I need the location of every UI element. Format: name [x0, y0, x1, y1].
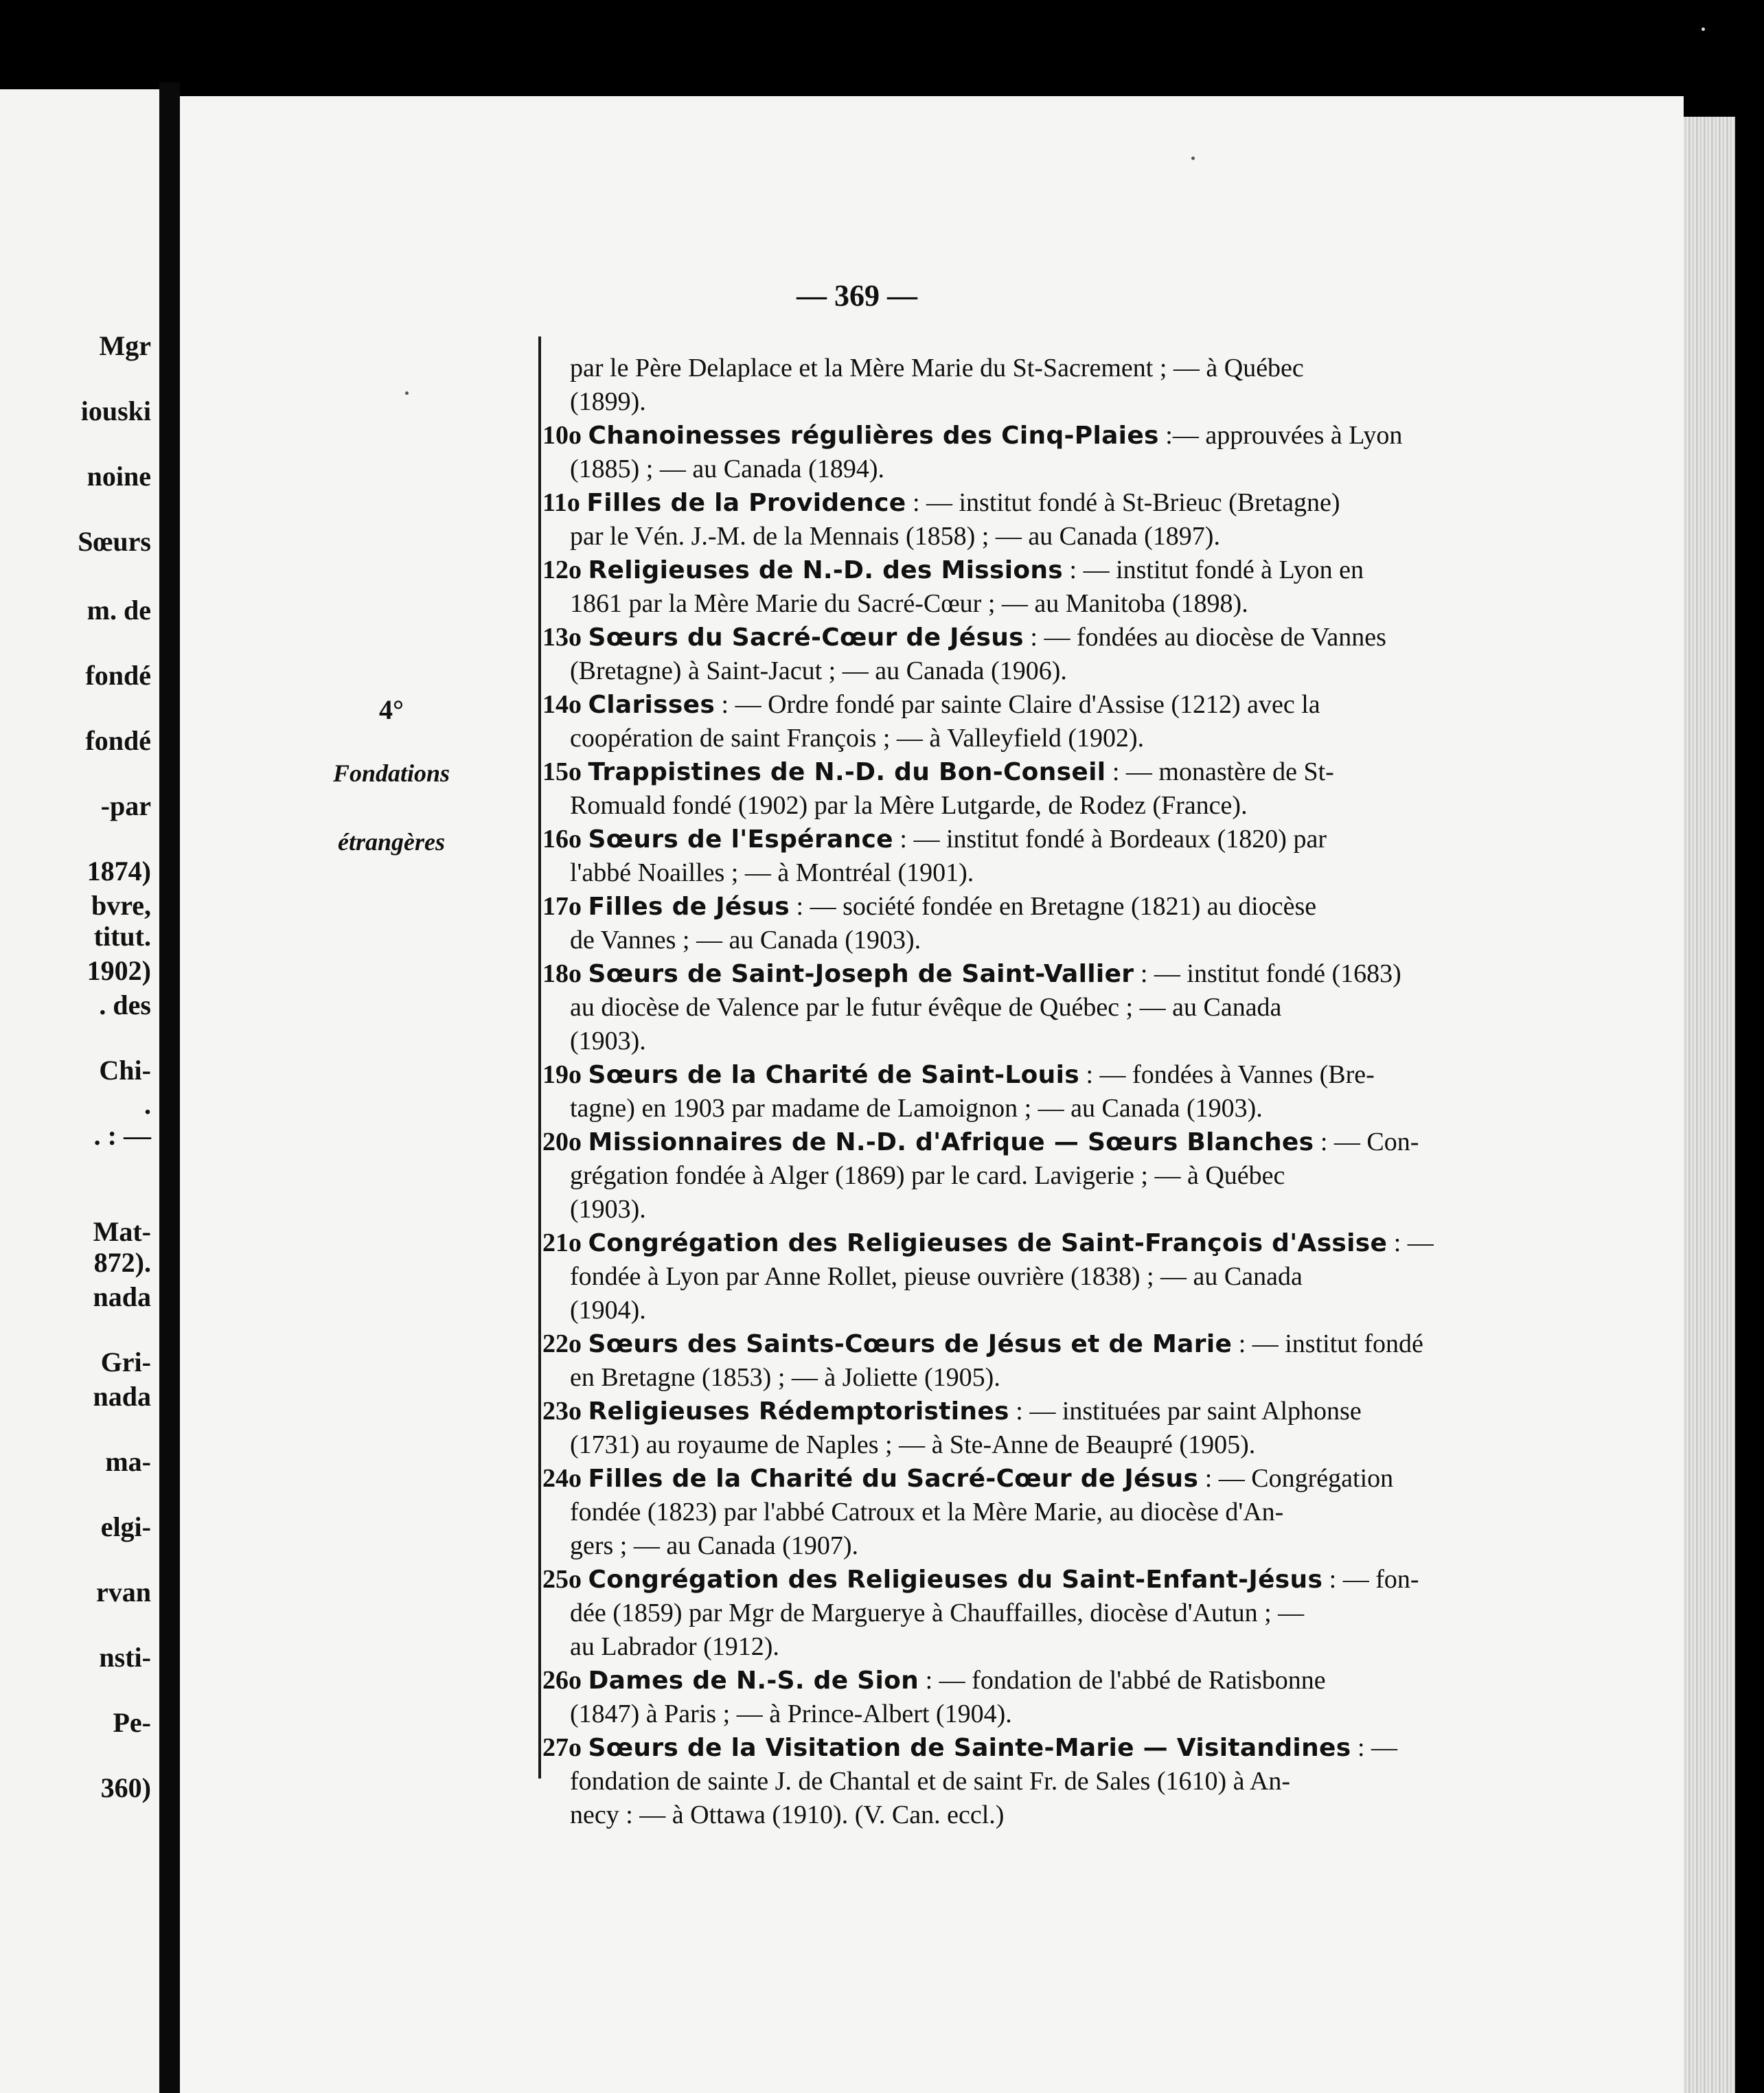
- section-brace: [538, 336, 541, 1779]
- entry-continuation: (Bretagne) à Saint-Jacut ; — au Canada (1906).: [570, 656, 1067, 685]
- entry-continuation: par le Vén. J.-M. de la Mennais (1858) ; — au Canada (1897).: [570, 522, 1220, 551]
- section-number: 4°: [379, 694, 404, 725]
- left-margin-fragment: Mat-: [93, 1216, 151, 1247]
- book-spine: [159, 82, 180, 2093]
- entries-list: [542, 352, 1466, 1832]
- entry-continuation: (1885) ; — au Canada (1894).: [570, 455, 884, 483]
- entry-text: : — Congrégation: [1198, 1464, 1394, 1493]
- entry-first-line: [542, 419, 1466, 453]
- entry-heading: Religieuses de N.-D. des Missions: [588, 556, 1064, 584]
- left-margin-fragment: nsti-: [99, 1642, 151, 1673]
- entry-text: : —: [1387, 1228, 1434, 1257]
- entry-heading: Filles de la Charité du Sacré-Cœur de Jésus: [588, 1465, 1199, 1493]
- entry-first-line: [542, 1395, 1466, 1428]
- entry-continuation: tagne) en 1903 par madame de Lamoignon ; — au Canada (1903).: [570, 1094, 1263, 1123]
- left-margin-fragment: -par: [100, 790, 151, 821]
- entry-continuation: (1847) à Paris ; — à Prince-Albert (1904).: [570, 1700, 1012, 1728]
- entry: [542, 823, 1466, 890]
- entry-container: [542, 419, 1466, 1832]
- left-margin-fragment: Sœurs: [78, 526, 151, 557]
- continued-line: (1899).: [570, 387, 646, 416]
- entry-text: : — fondées au diocèse de Vannes: [1023, 623, 1386, 652]
- entry-first-line: [542, 1327, 1466, 1361]
- entry-continuation: grégation fondée à Alger (1869) par le card. Lavigerie ; — à Québec: [570, 1161, 1285, 1190]
- entry: [542, 688, 1466, 755]
- left-margin-fragment: m. de: [87, 595, 151, 626]
- entry-heading: Sœurs de la Visitation de Sainte-Marie — Visitandines: [588, 1734, 1351, 1762]
- entry-heading: Filles de Jésus: [588, 893, 790, 921]
- entry-first-line: [542, 823, 1466, 856]
- entry-heading: Filles de la Providence: [586, 489, 906, 517]
- entry-text: : — fon-: [1322, 1565, 1419, 1594]
- left-margin-fragment: . des: [99, 990, 151, 1020]
- entry-first-line: [542, 890, 1466, 924]
- entry-number: 17o: [542, 892, 582, 921]
- entry-heading: Congrégation des Religieuses du Saint-Enfant-Jésus: [588, 1566, 1323, 1594]
- section-heading-line2: étrangères: [338, 828, 445, 856]
- entry: [542, 890, 1466, 957]
- entry-heading: Dames de N.-S. de Sion: [588, 1667, 919, 1695]
- entry-text: : — Ordre fondé par sainte Claire d'Assise (1212) avec la: [715, 690, 1320, 719]
- entry-first-line: [542, 1731, 1466, 1765]
- entry-heading: Religieuses Rédemptoristines: [588, 1397, 1009, 1426]
- entry-text: : — institut fondé: [1232, 1329, 1423, 1358]
- entry: [542, 1563, 1466, 1664]
- entry-number: 10o: [542, 421, 582, 450]
- entry: [542, 1058, 1466, 1125]
- entry-text: : — société fondée en Bretagne (1821) au diocèse: [790, 892, 1317, 921]
- speck: [405, 391, 409, 395]
- entry-heading: Clarisses: [588, 691, 715, 719]
- entry-text: : — institut fondé à St-Brieuc (Bretagne): [906, 488, 1340, 517]
- entry-continuation: l'abbé Noailles ; — à Montréal (1901).: [570, 858, 974, 887]
- entry-continuation: (1903).: [570, 1195, 646, 1224]
- left-margin-fragment: titut.: [93, 921, 151, 952]
- left-margin-fragment: fondé: [85, 660, 151, 691]
- entry-continuation: de Vannes ; — au Canada (1903).: [570, 926, 921, 954]
- left-margin-fragment: 360): [100, 1772, 151, 1803]
- entry-number: 24o: [542, 1464, 582, 1493]
- left-margin-fragment: ma-: [105, 1446, 151, 1477]
- entry-first-line: [542, 621, 1466, 654]
- entry-continuation: (1903).: [570, 1027, 646, 1055]
- page-edge: [1684, 117, 1735, 2093]
- entry-first-line: [542, 957, 1466, 991]
- entry-heading: Sœurs de Saint-Joseph de Saint-Vallier: [588, 960, 1134, 988]
- speck: [1702, 27, 1705, 31]
- left-margin-fragment: iouski: [80, 396, 151, 426]
- entry-number: 16o: [542, 825, 582, 854]
- entry-continuation: Romuald fondé (1902) par la Mère Lutgarde, de Rodez (France).: [570, 791, 1248, 820]
- entry-number: 26o: [542, 1666, 582, 1695]
- entry-continuation: necy : — à Ottawa (1910). (V. Can. eccl.): [570, 1800, 1005, 1829]
- left-margin-fragment: Mgr: [99, 330, 151, 361]
- entry: [542, 1125, 1466, 1226]
- entry-continuation: fondée (1823) par l'abbé Catroux et la Mère Marie, au diocèse d'An-: [570, 1498, 1284, 1526]
- entry-heading: Chanoinesses régulières des Cinq-Plaies: [588, 422, 1159, 450]
- entry: [542, 1327, 1466, 1395]
- entry-number: 27o: [542, 1733, 582, 1762]
- left-margin-fragment: Gri-: [100, 1347, 151, 1377]
- entry-text: : — monastère de St-: [1106, 757, 1334, 786]
- left-margin-fragment: nada: [93, 1381, 151, 1412]
- entry: [542, 1226, 1466, 1327]
- left-margin-fragment: rvan: [96, 1577, 151, 1608]
- entry-heading: Sœurs du Sacré-Cœur de Jésus: [588, 624, 1024, 652]
- entry-heading: Trappistines de N.-D. du Bon-Conseil: [588, 758, 1106, 786]
- entry-text: : — institut fondé à Bordeaux (1820) par: [893, 825, 1327, 854]
- entry-first-line: [542, 755, 1466, 789]
- entry-number: 12o: [542, 556, 582, 584]
- entry-continuation: coopération de saint François ; — à Valleyfield (1902).: [570, 724, 1145, 753]
- entry-number: 13o: [542, 623, 582, 652]
- entry-first-line: [542, 688, 1466, 722]
- entry-first-line: [542, 1462, 1466, 1496]
- entry-heading: Sœurs de l'Espérance: [588, 825, 893, 854]
- entry-text: : — institut fondé (1683): [1134, 959, 1401, 988]
- left-margin-fragment: bvre,: [91, 890, 151, 921]
- entry-number: 14o: [542, 690, 582, 719]
- entry-continuation: 1861 par la Mère Marie du Sacré-Cœur ; — au Manitoba (1898).: [570, 589, 1248, 618]
- entry: [542, 755, 1466, 823]
- entry-number: 15o: [542, 757, 582, 786]
- entry-text: : — fondation de l'abbé de Ratisbonne: [919, 1666, 1326, 1695]
- entry: [542, 1462, 1466, 1563]
- entry-heading: Sœurs de la Charité de Saint-Louis: [588, 1061, 1079, 1089]
- entry-text: : — institut fondé à Lyon en: [1063, 556, 1364, 584]
- entry-number: 18o: [542, 959, 582, 988]
- entry-heading: Sœurs des Saints-Cœurs de Jésus et de Marie: [588, 1330, 1233, 1358]
- entry-heading: Congrégation des Religieuses de Saint-François d'Assise: [588, 1229, 1388, 1257]
- continued-line: par le Père Delaplace et la Mère Marie du St-Sacrement ; — à Québec: [570, 354, 1304, 382]
- entry-number: 11o: [542, 488, 580, 517]
- entry-first-line: [542, 1125, 1466, 1159]
- entry: [542, 1731, 1466, 1832]
- entry: [542, 553, 1466, 621]
- entry-continuation: au Labrador (1912).: [570, 1632, 779, 1661]
- left-margin-fragment: Pe-: [113, 1707, 151, 1738]
- entry-continuation: au diocèse de Valence par le futur évêque de Québec ; — au Canada: [570, 993, 1282, 1022]
- entry-continuation: dée (1859) par Mgr de Marguerye à Chauffailles, diocèse d'Autun ; —: [570, 1599, 1305, 1627]
- entry-first-line: [542, 486, 1466, 520]
- left-margin-fragment: 1902): [87, 955, 151, 986]
- entry-continuation: fondation de sainte J. de Chantal et de saint Fr. de Sales (1610) à An-: [570, 1767, 1290, 1796]
- entry-text: : —: [1351, 1733, 1398, 1762]
- entry-continuation: (1904).: [570, 1296, 646, 1325]
- entry-number: 23o: [542, 1397, 582, 1426]
- entry: [542, 621, 1466, 688]
- left-page: [0, 89, 159, 2093]
- left-margin-fragment: Chi-: [99, 1055, 151, 1086]
- entry-number: 22o: [542, 1329, 582, 1358]
- entry: [542, 1664, 1466, 1731]
- entry: [542, 486, 1466, 553]
- entry-first-line: [542, 553, 1466, 587]
- entry: [542, 1395, 1466, 1462]
- left-margin-fragment: .: [144, 1089, 151, 1120]
- left-margin-fragment: . : —: [93, 1120, 151, 1151]
- entry-continuation: fondée à Lyon par Anne Rollet, pieuse ouvrière (1838) ; — au Canada: [570, 1262, 1303, 1291]
- entry-continuation: (1731) au royaume de Naples ; — à Ste-Anne de Beaupré (1905).: [570, 1430, 1256, 1459]
- speck: [1191, 157, 1195, 160]
- entry-number: 25o: [542, 1565, 582, 1594]
- entry-continuation: en Bretagne (1853) ; — à Joliette (1905).: [570, 1363, 1000, 1392]
- entry-number: 20o: [542, 1128, 582, 1156]
- left-margin-fragment: fondé: [85, 725, 151, 756]
- left-margin-fragment: 1874): [87, 856, 151, 887]
- entry-first-line: [542, 1226, 1466, 1260]
- entry-first-line: [542, 1563, 1466, 1597]
- entry-continuation: gers ; — au Canada (1907).: [570, 1531, 858, 1560]
- entry-number: 19o: [542, 1060, 582, 1089]
- entry-text: :— approuvées à Lyon: [1158, 421, 1403, 450]
- entry-text: : — instituées par saint Alphonse: [1009, 1397, 1362, 1426]
- entry-first-line: [542, 1664, 1466, 1697]
- entry-first-line: [542, 1058, 1466, 1092]
- left-margin-fragment: nada: [93, 1281, 151, 1312]
- section-heading-line1: Fondations: [332, 759, 450, 787]
- entry-text: : — fondées à Vannes (Bre-: [1079, 1060, 1375, 1089]
- left-margin-fragment: elgi-: [100, 1511, 151, 1542]
- entry: [542, 419, 1466, 486]
- left-margin-fragment: noine: [87, 461, 151, 492]
- entry: [542, 957, 1466, 1058]
- entry-number: 21o: [542, 1228, 582, 1257]
- page-number: — 369 —: [797, 279, 917, 312]
- left-margin-fragment: 872).: [93, 1247, 151, 1278]
- entry-heading: Missionnaires de N.-D. d'Afrique — Sœurs Blanches: [588, 1128, 1314, 1156]
- entry-text: : — Con-: [1314, 1128, 1419, 1156]
